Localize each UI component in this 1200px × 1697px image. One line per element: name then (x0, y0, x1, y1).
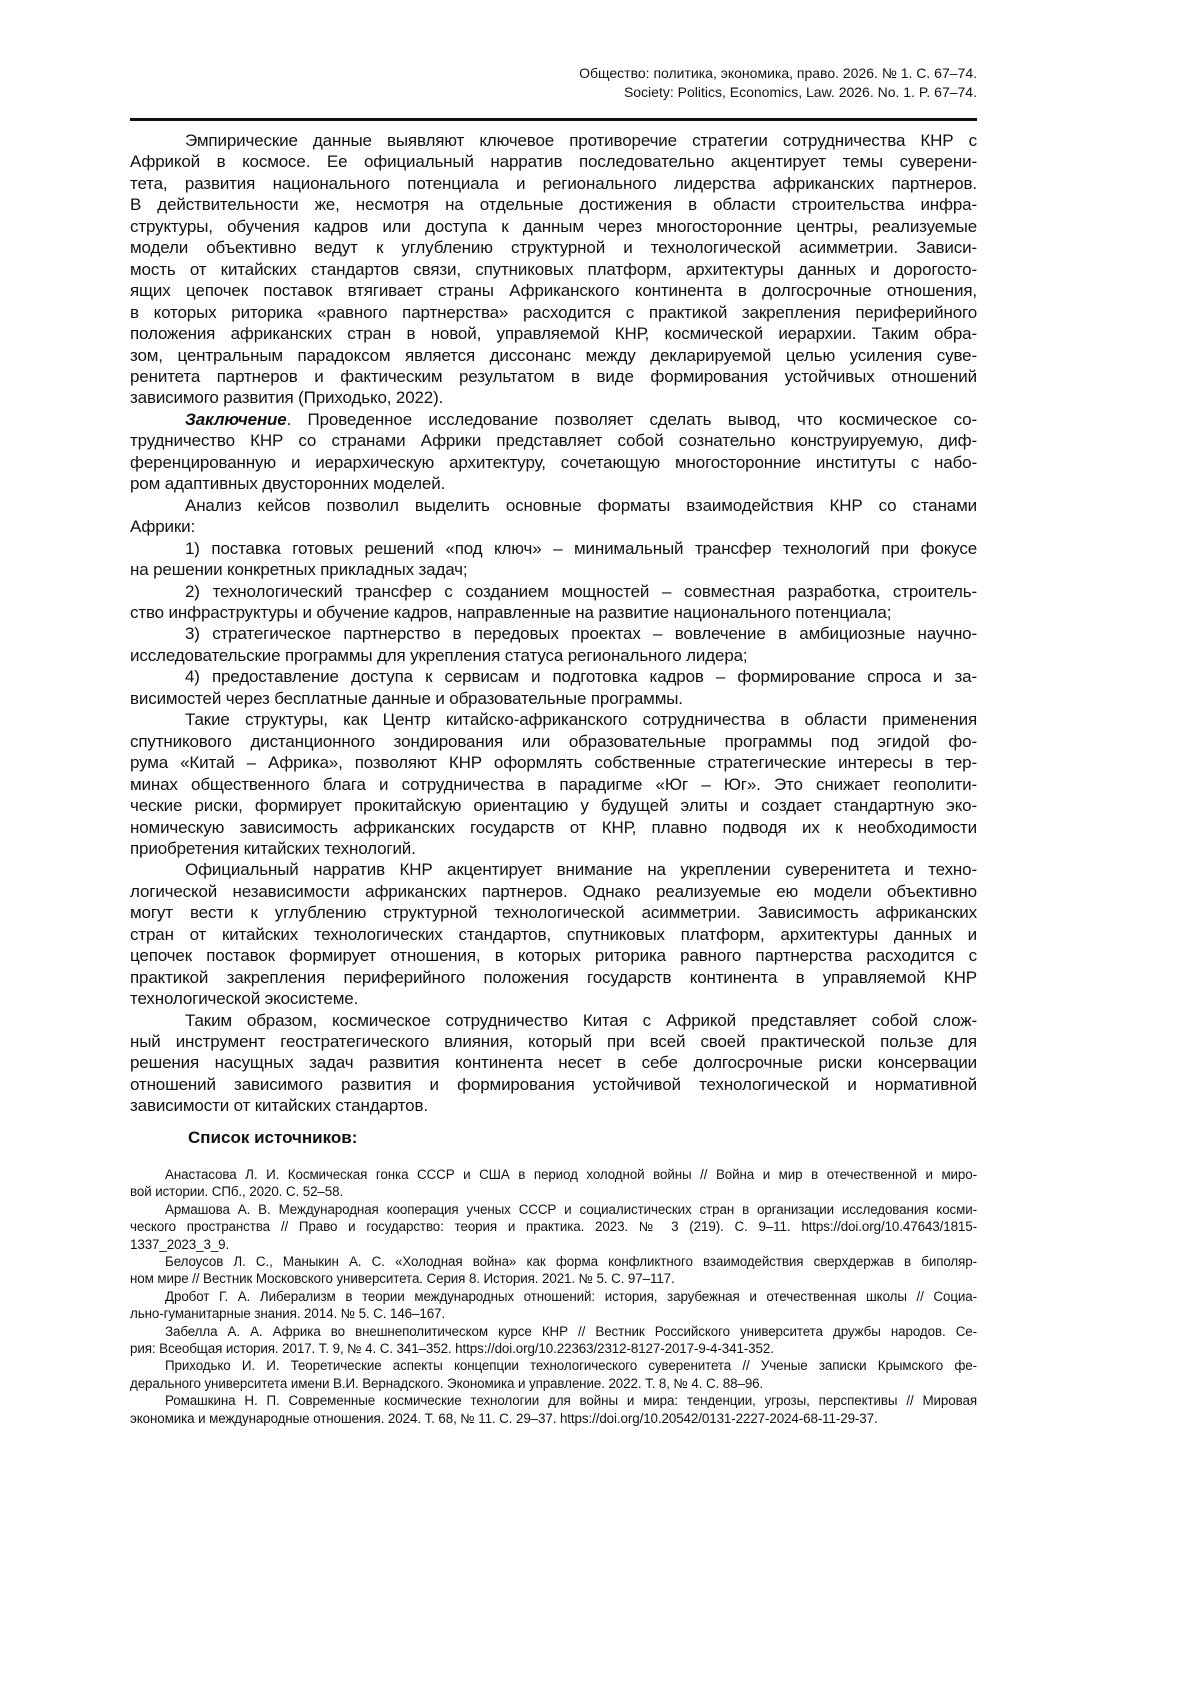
text-line: Такие структуры, как Центр китайско-африканского сотрудничества в области применения (185, 710, 977, 730)
header-citation-en: Society: Politics, Economics, Law. 2026. No. 1. P. 67–74. (623, 84, 977, 100)
text-line: отношений зависимого развития и формирования устойчивой технологической и нормативной (130, 1074, 977, 1094)
text-line: Дробот Г. А. Либерализм в теории международных отношений: история, зарубежная и отечественная школы // Социа- (165, 1288, 977, 1304)
text-line: Забелла А. А. Африка во внешнеполитическом курсе КНР // Вестник Российского университета дружбы народов. Се- (165, 1323, 977, 1339)
header-divider (130, 118, 977, 121)
text-line: спутникового дистанционного зондирования или образовательные программы под эгидой фо- (130, 731, 977, 751)
text-line: приобретения китайских технологий. (130, 838, 416, 858)
text-line: ящих цепочек поставок втягивает страны Африканского континента в долгосрочные отношения, (130, 281, 977, 301)
text-line: зависимого развития (Приходько, 2022). (130, 388, 444, 408)
section-lead: Заключение (185, 409, 287, 429)
text-line: Армашова А. В. Международная кооперация ученых СССР и социалистических стран в организации исследования косми- (165, 1201, 977, 1217)
text-line: структуры, обучения кадров или доступа к данным через многосторонние центры, реализуемые (130, 216, 977, 236)
reference-item (130, 1253, 977, 1288)
paragraph (130, 130, 977, 409)
text-line: ческого пространства // Право и государство: теория и практика. 2023. № 3 (219). С. 9–11. https://doi.org/10.47643/1815- (130, 1219, 977, 1235)
text-line: положения африканских стран в новой, управляемой КНР, космической иерархии. Таким обра- (130, 324, 977, 344)
reference-item (130, 1201, 977, 1253)
text-line: модели объективно ведут к углублению структурной и технологической асимметрии. Зависи- (130, 238, 977, 258)
paragraph (130, 581, 977, 624)
text-line (130, 409, 977, 430)
references-heading: Список источников: (188, 1128, 358, 1147)
text-line: зависимости от китайских стандартов. (130, 1096, 428, 1116)
text-line: Африки: (130, 517, 196, 537)
text-line: 2) технологический трансфер с созданием мощностей – совместная разработка, строитель- (185, 581, 977, 601)
text-line: тета, развития национального потенциала и регионального лидерства африканских партнеров. (130, 173, 977, 193)
text-line: Ромашкина Н. П. Современные космические технологии для войны и мира: тенденции, угрозы, перспективы // Мировая (165, 1393, 977, 1409)
text-line: номическую зависимость африканских государств от КНР, плавно подводя их к необходимости (130, 817, 977, 837)
text-line: ство инфраструктуры и обучение кадров, направленные на развитие национального потенциала; (130, 602, 892, 622)
text-line: Анализ кейсов позволил выделить основные форматы взаимодействия КНР со станами (185, 495, 977, 515)
text-line: В действительности же, несмотря на отдельные достижения в области строительства инфра- (130, 195, 977, 215)
text-line: минах общественного блага и сотрудничества в парадигме «Юг – Юг». Это снижает геополити- (130, 774, 977, 794)
reference-item (130, 1288, 977, 1323)
text-line: Приходько И. И. Теоретические аспекты концепции технологического суверенитета // Ученые записки Крымского фе- (165, 1358, 977, 1374)
text-line: зом, центральным парадоксом является диссонанс между декларируемой целью усиления суве- (130, 345, 977, 365)
text-line: льно-гуманитарные знания. 2014. № 5. С. 146–167. (130, 1306, 446, 1322)
text-line: практикой закрепления периферийного положения государств континента в управляемой КНР (130, 967, 977, 987)
header-citation-ru: Общество: политика, экономика, право. 2026. № 1. С. 67–74. (579, 65, 977, 81)
text-line: исследовательские программы для укрепления статуса регионального лидера; (130, 645, 748, 665)
reference-item (130, 1323, 977, 1358)
text-line: ный инструмент геостратегического влияния, который при всей своей практической пользе для (130, 1032, 977, 1052)
text-line: технологической экосистеме. (130, 989, 359, 1009)
text-line: ренитета партнеров и фактическим результатом в виде формирования устойчивых отношений (130, 366, 977, 386)
text-line: Анастасова Л. И. Космическая гонка СССР и США в период холодной войны // Война и мир в отечественной и миро- (165, 1167, 977, 1182)
text-line: на решении конкретных прикладных задач; (130, 560, 468, 580)
reference-item (130, 1357, 977, 1392)
reference-item (130, 1392, 977, 1427)
text-line: в которых риторика «равного партнерства» расходится с практикой закрепления периферийного (130, 302, 977, 322)
text-line: Эмпирические данные выявляют ключевое противоречие стратегии сотрудничества КНР с (185, 131, 977, 150)
reference-item (130, 1166, 977, 1201)
paragraph (130, 1010, 977, 1117)
text-line: ференцированную и иерархическую архитектуру, сочетающую многосторонние институты с набо- (130, 452, 977, 472)
references-list (130, 1166, 977, 1427)
text-line: Африкой в космосе. Ее официальный нарратив последовательно акцентирует темы суверени- (130, 152, 977, 172)
paragraph (130, 666, 977, 709)
text-line: решения насущных задач развития континента несет в себе долгосрочные риски консервации (130, 1053, 977, 1073)
text-line: ческие риски, формирует прокитайскую ориентацию у будущей элиты и создает стандартную эко- (130, 796, 977, 816)
body-text (130, 130, 977, 1117)
text-line: мость от китайских стандартов связи, спутниковых платформ, архитектуры данных и дорогосто- (130, 259, 977, 279)
text-line: вой истории. СПб., 2020. С. 52–58. (130, 1184, 344, 1200)
text-line: Таким образом, космическое сотрудничество Китая с Африкой представляет собой слож- (185, 1010, 977, 1030)
text-line: могут вести к углублению структурной технологической асимметрии. Зависимость африканских (130, 903, 977, 923)
text-line: Официальный нарратив КНР акцентирует внимание на укреплении суверенитета и техно- (185, 860, 977, 880)
text-line: цепочек поставок формирует отношения, в которых риторика равного партнерства расходится с (130, 946, 977, 966)
paragraph (130, 495, 977, 538)
running-header (579, 64, 977, 102)
paragraph (130, 623, 977, 666)
text-line: рума «Китай – Африка», позволяют КНР оформлять собственные стратегические интересы в тер- (130, 753, 977, 773)
text-line: 1337_2023_3_9. (130, 1236, 230, 1252)
text-line: логической независимости африканских партнеров. Однако реализуемые ею модели объективно (130, 881, 977, 901)
text-line: ром адаптивных двусторонних моделей. (130, 474, 446, 494)
text-line: 1) поставка готовых решений «под ключ» – минимальный трансфер технологий при фокусе (185, 538, 977, 558)
text-line: экономика и международные отношения. 2024. Т. 68, № 11. С. 29–37. https://doi.org/10.20542/0131-2227-2024-68-11-29-37. (130, 1410, 878, 1426)
text-line: ном мире // Вестник Московского университета. Серия 8. История. 2021. № 5. С. 97–117. (130, 1271, 675, 1287)
text-line: 3) стратегическое партнерство в передовых проектах – вовлечение в амбициозные научно- (185, 624, 977, 644)
text-line: дерального университета имени В.И. Вернадского. Экономика и управление. 2022. Т. 8, № 4. С. 88–96. (130, 1375, 764, 1391)
text-line: стран от китайских технологических стандартов, спутниковых платформ, архитектуры данных и (130, 924, 977, 944)
text-line: 4) предоставление доступа к сервисам и подготовка кадров – формирование спроса и за- (185, 667, 977, 687)
text-line: Белоусов Л. С., Маныкин А. С. «Холодная война» как форма конфликтного взаимодействия сверхдержав в биполяр- (165, 1254, 977, 1270)
paragraph (130, 538, 977, 581)
paragraph (130, 709, 977, 859)
text-line: висимостей через бесплатные данные и образовательные программы. (130, 688, 683, 708)
paragraph (130, 409, 977, 495)
text-line: рия: Всеобщая история. 2017. Т. 9, № 4. С. 341–352. https://doi.org/10.22363/2312-8127-2017-9-4-341-352. (130, 1341, 774, 1357)
text-line: трудничество КНР со странами Африки представляет собой сознательно конструируемую, диф- (130, 431, 977, 451)
paragraph (130, 859, 977, 1009)
text-line-rest: . Проведенное исследование позволяет сделать вывод, что космическое со- (286, 409, 977, 429)
